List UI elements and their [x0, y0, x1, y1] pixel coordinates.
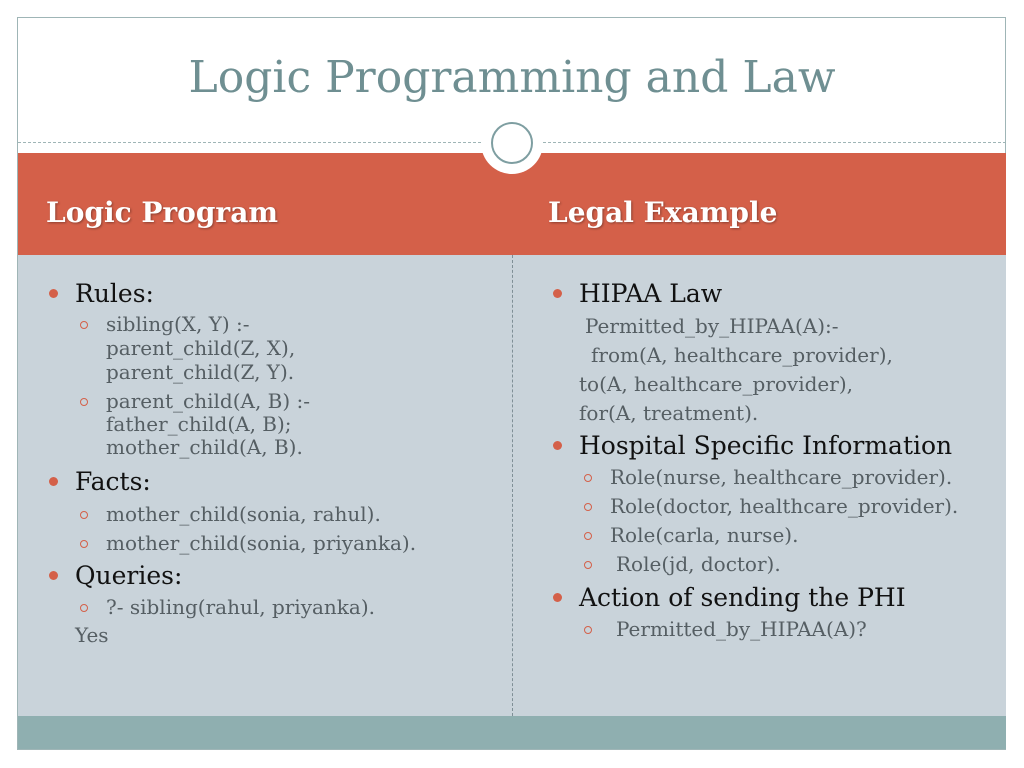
bullet-ring-icon — [584, 626, 592, 634]
role-4: Role(jd, doctor). — [616, 552, 781, 576]
fact-2: mother_child(sonia, priyanka). — [106, 531, 417, 555]
column-divider — [512, 255, 513, 716]
bullet-dot-icon — [49, 289, 58, 298]
left-column-header: Logic Program — [46, 196, 278, 229]
bullet-dot-icon — [553, 593, 562, 602]
right-column-header: Legal Example — [548, 196, 778, 229]
rule-1-line-1: sibling(X, Y) :- — [106, 312, 250, 336]
bullet-dot-icon — [553, 441, 562, 450]
rule-1-line-2: parent_child(Z, X), — [106, 336, 296, 360]
bullet-dot-icon — [49, 477, 58, 486]
facts-label: Facts: — [75, 467, 151, 496]
bullet-dot-icon — [553, 289, 562, 298]
hipaa-line-4: for(A, treatment). — [579, 401, 759, 425]
action-query: Permitted_by_HIPAA(A)? — [616, 617, 867, 641]
bullet-ring-icon — [80, 540, 88, 548]
hipaa-line-2: from(A, healthcare_provider), — [591, 343, 893, 367]
fact-1: mother_child(sonia, rahul). — [106, 502, 381, 526]
hipaa-line-1: Permitted_by_HIPAA(A):- — [585, 314, 839, 338]
rule-1-line-3: parent_child(Z, Y). — [106, 360, 295, 384]
bullet-ring-icon — [584, 503, 592, 511]
bullet-ring-icon — [584, 474, 592, 482]
hipaa-label: HIPAA Law — [579, 279, 723, 308]
action-label: Action of sending the PHI — [579, 583, 906, 612]
bullet-ring-icon — [80, 321, 88, 329]
role-2: Role(doctor, healthcare_provider). — [610, 494, 959, 518]
slide-title: Logic Programming and Law — [188, 52, 836, 103]
bullet-ring-icon — [80, 604, 88, 612]
footer-band — [18, 716, 1006, 749]
bullet-dot-icon — [49, 571, 58, 580]
role-3: Role(carla, nurse). — [610, 523, 799, 547]
rule-2-line-2: father_child(A, B); — [106, 412, 292, 436]
bullet-ring-icon — [80, 398, 88, 406]
circle-ornament-ring-icon — [491, 122, 533, 164]
bullet-ring-icon — [584, 532, 592, 540]
bullet-ring-icon — [80, 511, 88, 519]
rule-2-line-3: mother_child(A, B). — [106, 435, 303, 459]
hipaa-line-3: to(A, healthcare_provider), — [579, 372, 853, 396]
bullet-ring-icon — [584, 561, 592, 569]
queries-label: Queries: — [75, 561, 183, 590]
rules-label: Rules: — [75, 279, 154, 308]
rule-2-line-1: parent_child(A, B) :- — [106, 389, 311, 413]
hospital-label: Hospital Specific Information — [579, 431, 953, 460]
query-answer: Yes — [75, 623, 109, 647]
query-1: ?- sibling(rahul, priyanka). — [106, 595, 376, 619]
role-1: Role(nurse, healthcare_provider). — [610, 465, 953, 489]
